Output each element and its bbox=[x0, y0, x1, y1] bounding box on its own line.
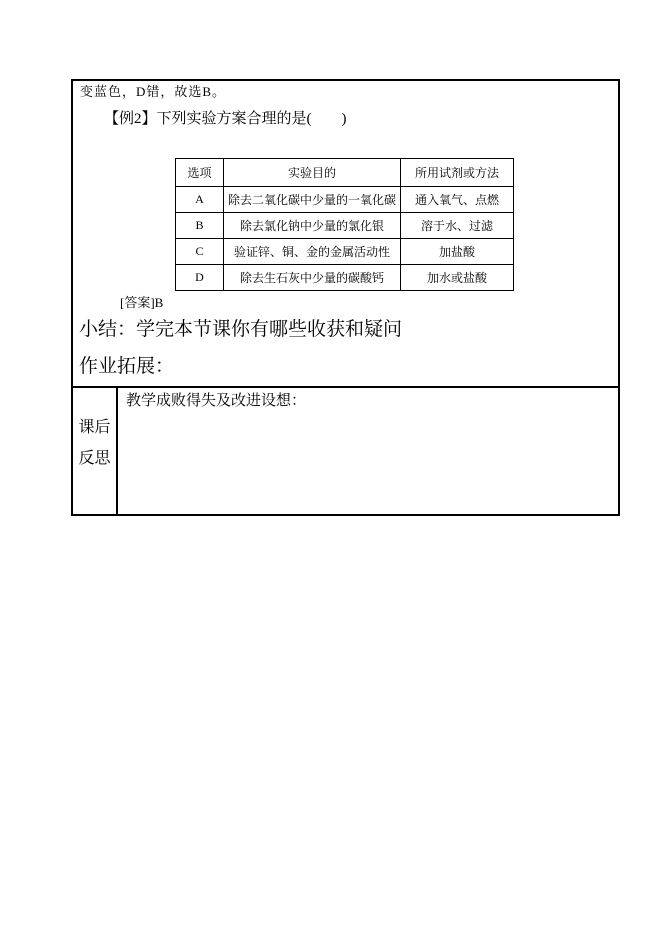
table-row bbox=[176, 187, 514, 213]
table-header-row bbox=[176, 159, 514, 187]
homework-extension-heading: 作业拓展： bbox=[79, 356, 175, 377]
header-method: 所用试剂或方法 bbox=[401, 159, 514, 187]
table-row bbox=[176, 265, 514, 291]
answer-text: [答案]B bbox=[120, 295, 164, 310]
purpose-cell: 除去氯化钠中少量的氯化银 bbox=[224, 213, 401, 239]
method-cell: 通入氧气、点燃 bbox=[401, 187, 514, 213]
answer-explanation-text: 变蓝色，D错，故选B。 bbox=[80, 84, 227, 99]
reflection-prompt-text: 教学成败得失及改进设想： bbox=[126, 393, 307, 409]
reflection-label-cell bbox=[73, 388, 118, 514]
purpose-cell: 除去生石灰中少量的碳酸钙 bbox=[224, 265, 401, 291]
experiment-options-table bbox=[175, 158, 514, 291]
after-class-reflection-row bbox=[73, 386, 618, 514]
purpose-cell: 验证锌、铜、金的金属活动性 bbox=[224, 239, 401, 265]
option-cell: D bbox=[176, 265, 224, 291]
reflection-label-line2: 反思 bbox=[78, 450, 111, 467]
option-cell: A bbox=[176, 187, 224, 213]
method-cell: 溶于水、过滤 bbox=[401, 213, 514, 239]
header-purpose: 实验目的 bbox=[224, 159, 401, 187]
header-option: 选项 bbox=[176, 159, 224, 187]
method-cell: 加盐酸 bbox=[401, 239, 514, 265]
reflection-content-cell bbox=[118, 388, 618, 514]
purpose-cell: 除去二氧化碳中少量的一氧化碳 bbox=[224, 187, 401, 213]
reflection-label-line1: 课后 bbox=[78, 419, 111, 436]
example2-question: 【例2】下列实验方案合理的是( ) bbox=[104, 111, 347, 127]
lesson-summary-heading: 小结：学完本节课你有哪些收获和疑问 bbox=[79, 319, 403, 340]
option-cell: B bbox=[176, 213, 224, 239]
table-row bbox=[176, 239, 514, 265]
method-cell: 加水或盐酸 bbox=[401, 265, 514, 291]
option-cell: C bbox=[176, 239, 224, 265]
table-row bbox=[176, 213, 514, 239]
lesson-plan-table bbox=[71, 79, 620, 516]
